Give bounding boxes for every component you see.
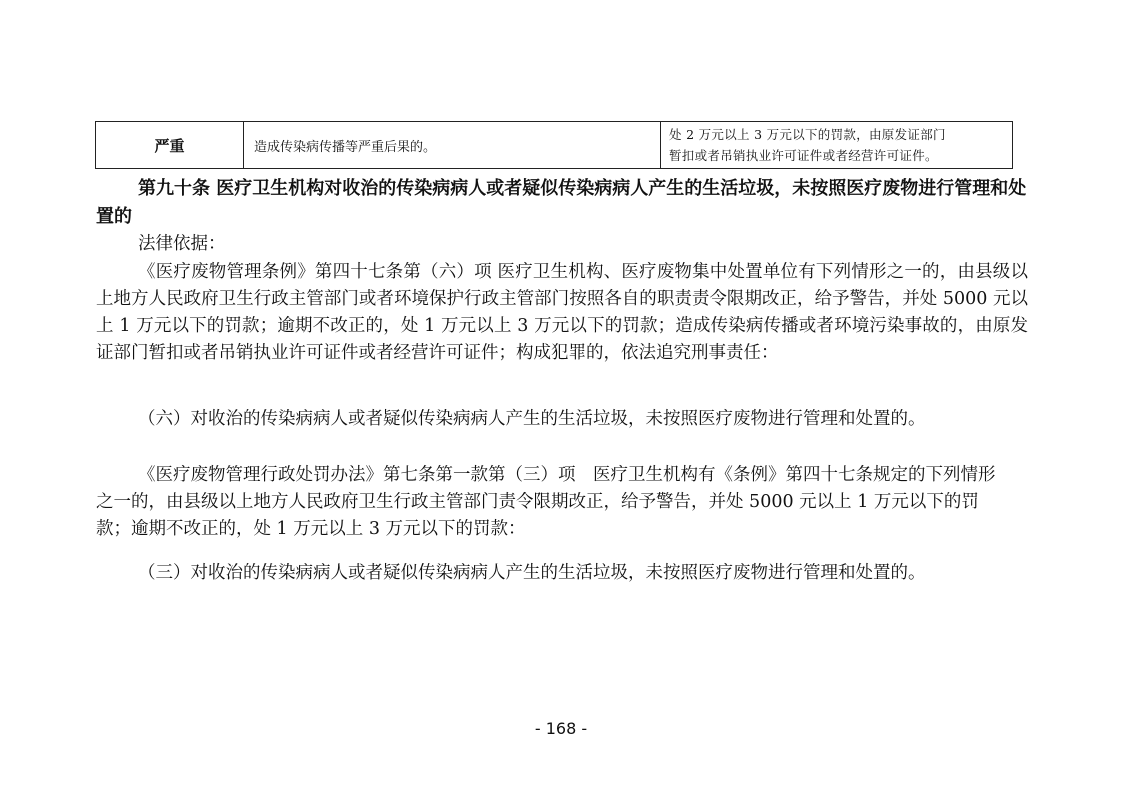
severity-level-cell: 严重 (96, 122, 244, 168)
article-heading: 第九十条 医疗卫生机构对收治的传染病病人或者疑似传染病病人产生的生活垃圾，未按照医疗废物进行管理和处置的 (96, 178, 1027, 227)
penalty-line-1: 处 2 万元以上 3 万元以下的罚款，由原发证部门 (669, 127, 946, 142)
circumstance-cell: 造成传染病传播等严重后果的。 (244, 122, 661, 168)
regulation-item: （六）对收治的传染病病人或者疑似传染病病人产生的生活垃圾，未按照医疗废物进行管理和处置的。 (138, 409, 926, 429)
measures-item: （三）对收治的传染病病人或者疑似传染病病人产生的生活垃圾，未按照医疗废物进行管理和处置的。 (138, 563, 926, 583)
regulation-paragraph: 《医疗废物管理条例》第四十七条第（六）项 医疗卫生机构、医疗废物集中处置单位有下列情形之一的，由县级以上地方人民政府卫生行政主管部门或者环境保护行政主管部门按照各自的职责责令限期改正，给予警告，并处 5000 元以上 1 万元以下的罚款；逾期不改正的，处 1 万元以上 3 万元以下的罚款；造成传染病传播或者环境污染事故的，由原发证部门暂扣或者吊销执业许可证件或者经营许可证件；构成犯罪的，依法追究刑事责任： (96, 262, 1028, 363)
penalty-table (95, 121, 1013, 169)
measures-paragraph: 《医疗废物管理行政处罚办法》第七条第一款第（三）项 医疗卫生机构有《条例》第四十七条规定的下列情形之一的，由县级以上地方人民政府卫生行政主管部门责令限期改正，给予警告，并处 5000 元以上 1 万元以下的罚款；逾期不改正的，处 1 万元以上 3 万元以下的罚款： (96, 465, 996, 539)
page-number: - 168 - (534, 719, 588, 738)
penalty-line-2: 暂扣或者吊销执业许可证件或者经营许可证件。 (669, 148, 938, 163)
penalty-cell (661, 122, 1012, 168)
legal-basis-label: 法律依据： (138, 234, 226, 254)
